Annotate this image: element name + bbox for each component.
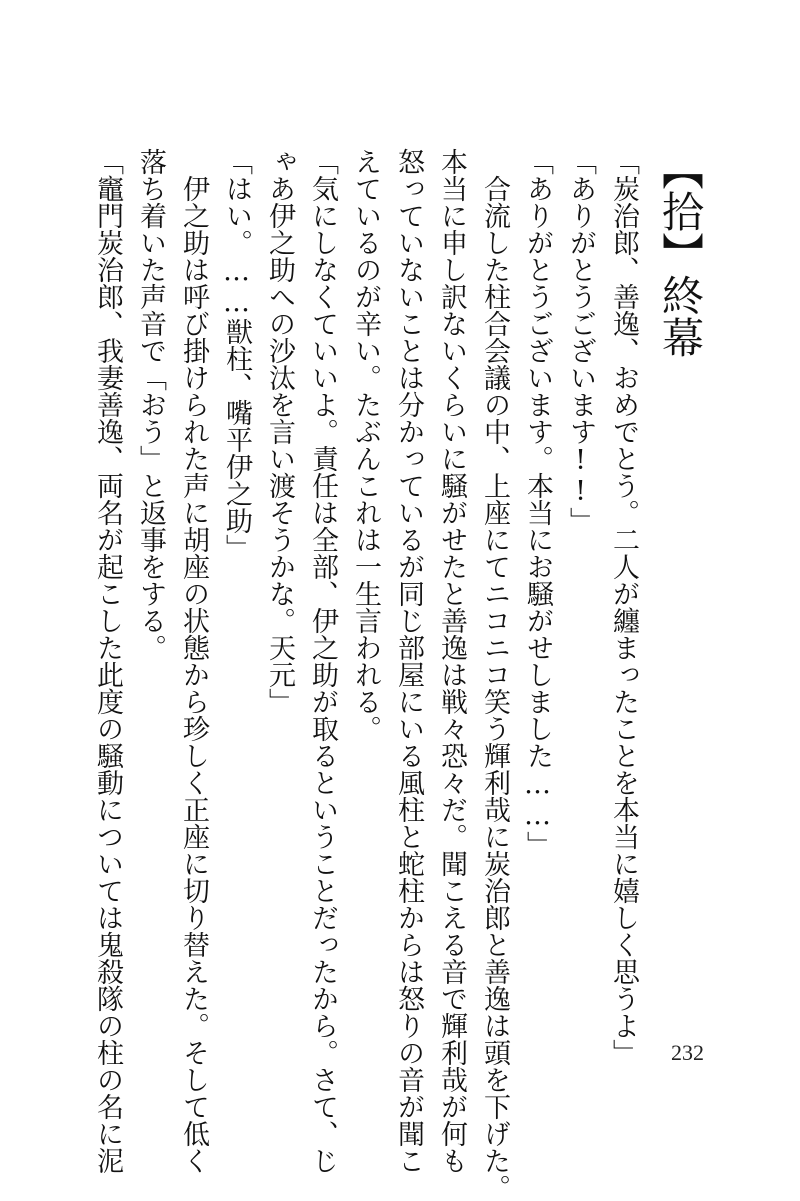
text-column-1: 「炭治郎、善逸、おめでとう。二人が纏まったことを本当に嬉しく思うよ」 xyxy=(608,148,639,1066)
text-column-6: 怒っていないことは分かっているが同じ部屋にいる風柱と蛇柱からは怒りの音が聞こ xyxy=(393,148,424,1174)
chapter-heading: 【拾】終幕 xyxy=(656,148,705,358)
text-column-13: 「竈門炭治郎、我妻善逸、両名が起こした此度の騒動については鬼殺隊の柱の名に泥 xyxy=(92,148,123,1174)
text-column-3: 「ありがとうございます。本当にお騒がせしました……」 xyxy=(522,148,553,858)
text-column-2: 「ありがとうございます!!」 xyxy=(565,148,596,534)
text-column-9: ゃあ伊之助への沙汰を言い渡そうかな。天元」 xyxy=(264,148,295,715)
text-column-7: えているのが辛い。たぶんこれは一生言われる。 xyxy=(350,148,381,742)
text-column-5: 本当に申し訳ないくらいに騒がせたと善逸は戦々恐々だ。聞こえる音で輝利哉が何も xyxy=(436,148,467,1174)
text-column-8: 「気にしなくていいよ。責任は全部、伊之助が取るということだったから。さて、じ xyxy=(307,148,338,1174)
text-column-12: 落ち着いた声音で「おう」と返事をする。 xyxy=(135,148,166,661)
text-column-11: 伊之助は呼び掛けられた声に胡座の状態から珍しく正座に切り替えた。そして低く xyxy=(178,148,209,1174)
page-number: 232 xyxy=(671,1040,704,1065)
text-column-4: 合流した柱合会議の中、上座にてニコニコ笑う輝利哉に炭治郎と善逸は頭を下げた。 xyxy=(479,148,510,1201)
text-column-10: 「はい。……獣柱、嘴平伊之助」 xyxy=(221,148,252,561)
